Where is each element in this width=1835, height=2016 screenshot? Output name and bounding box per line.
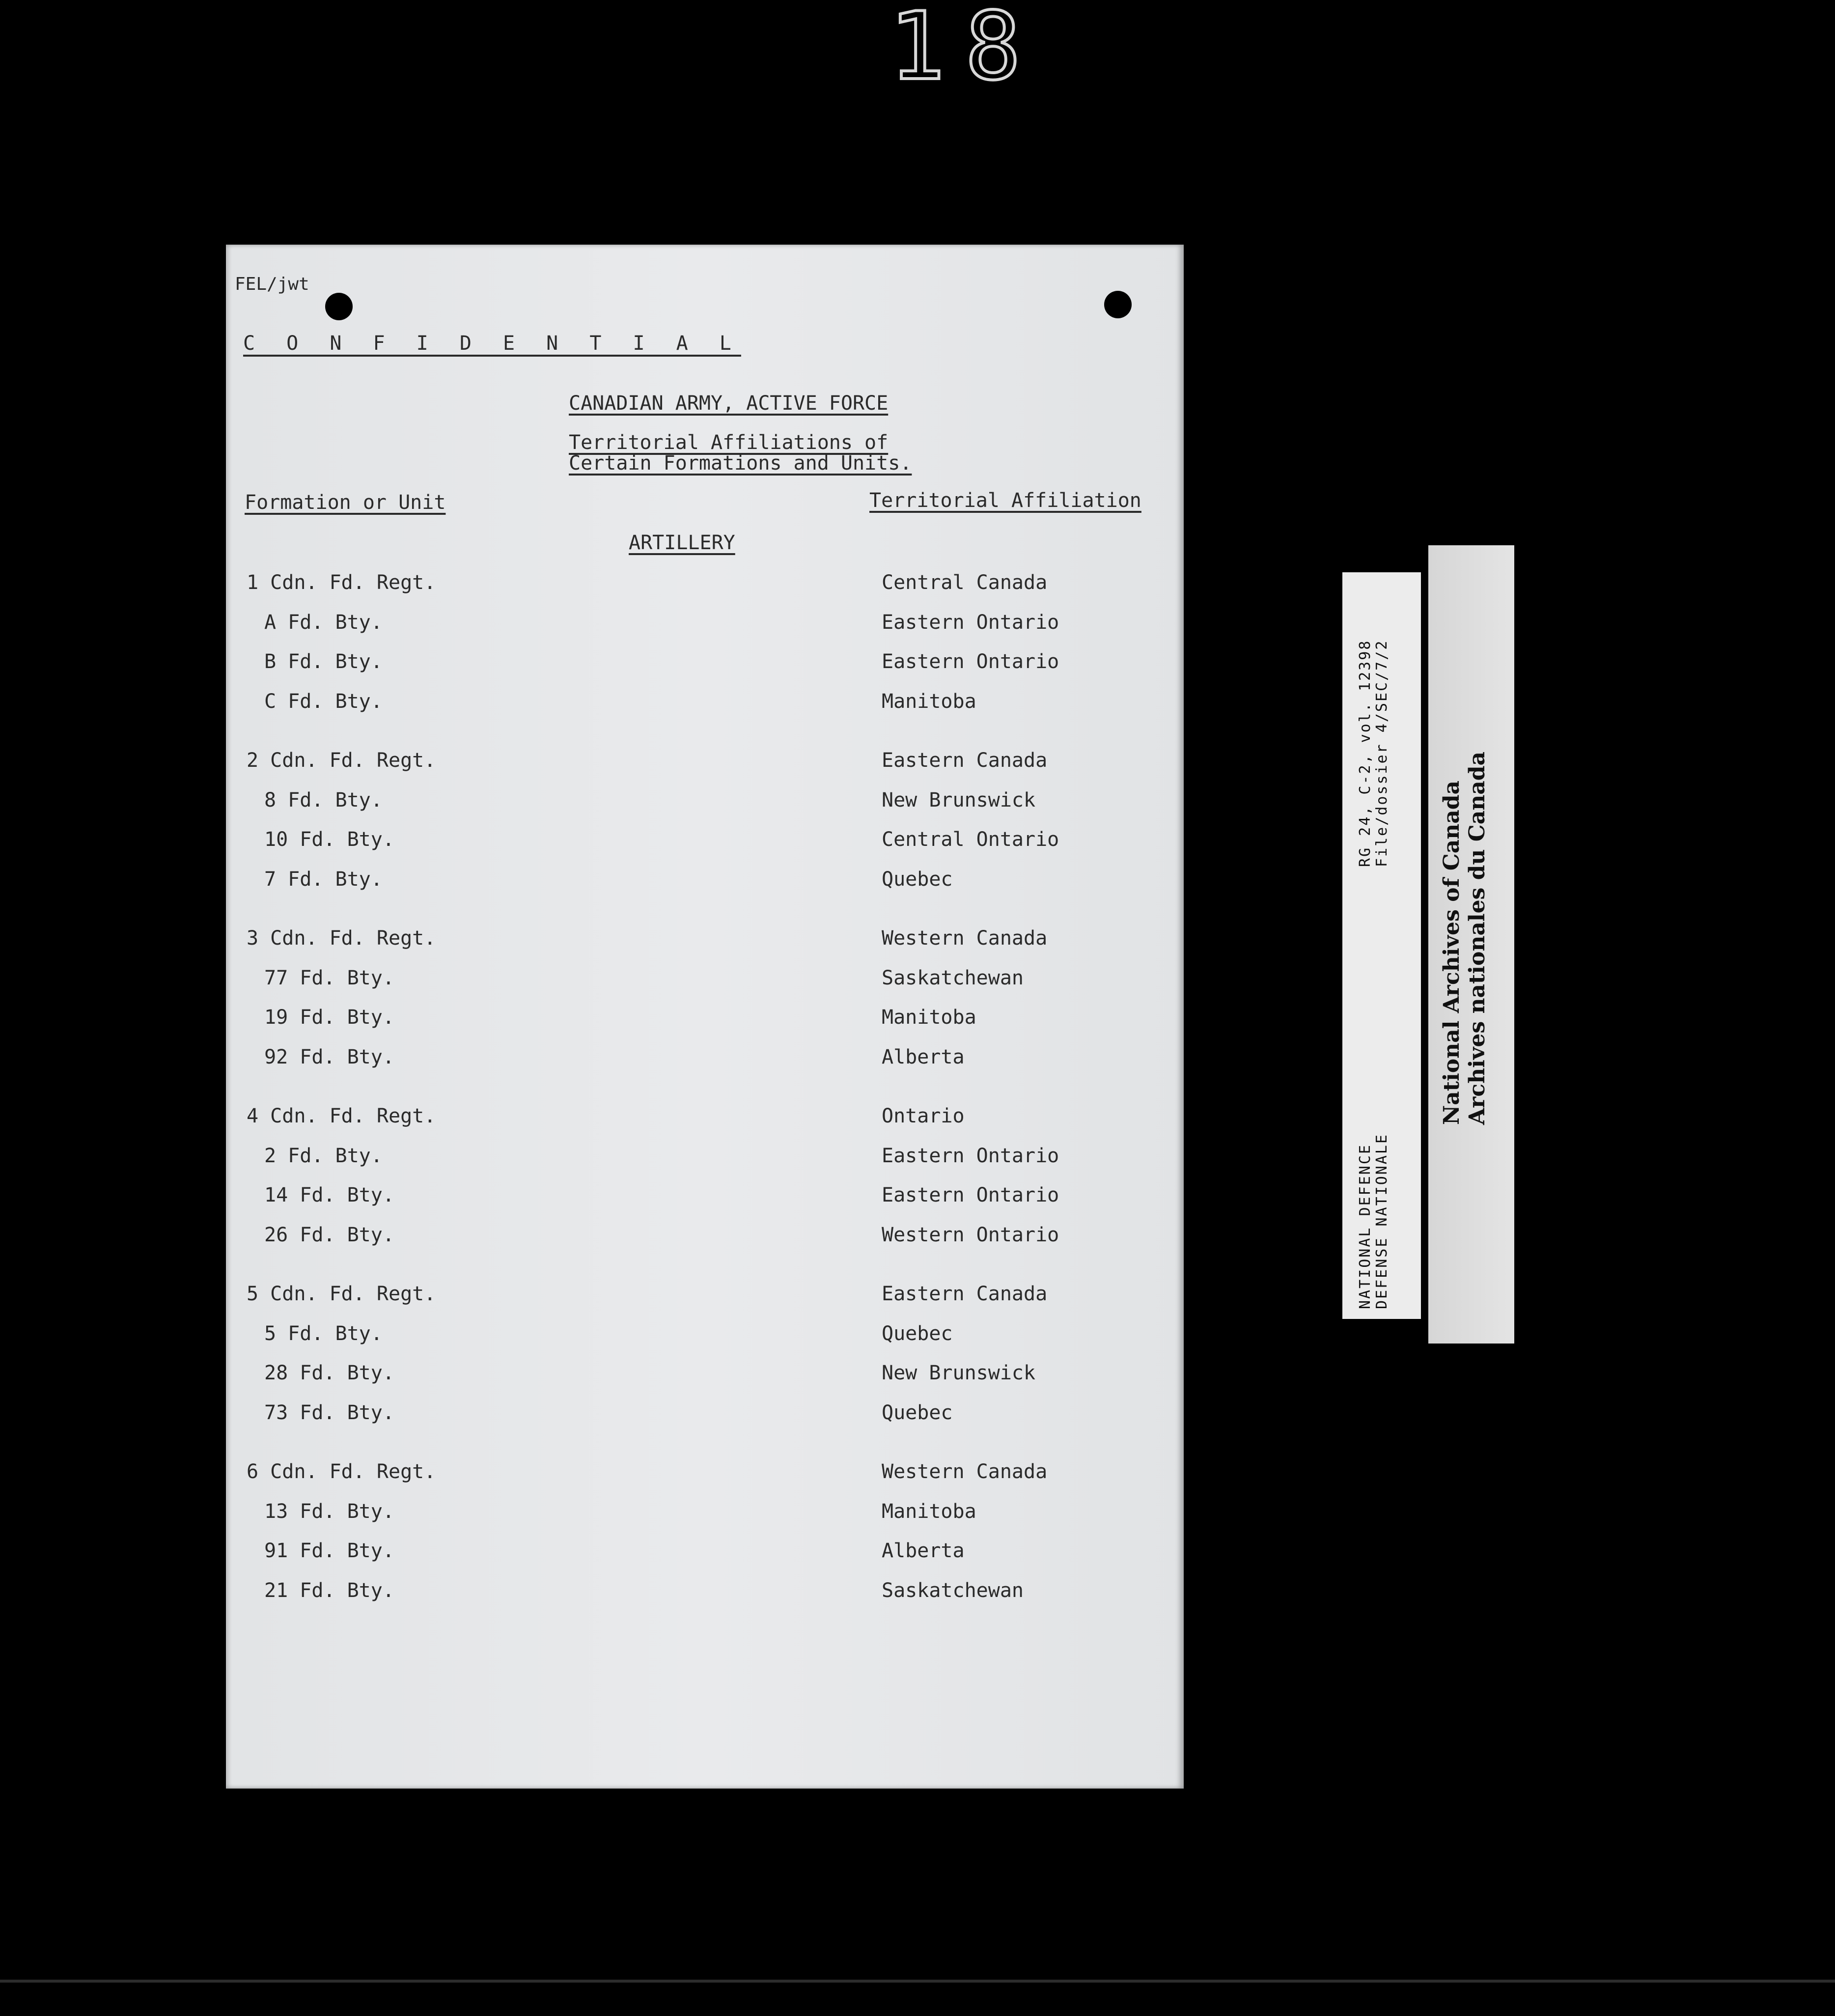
- unit-name: 28 Fd. Bty.: [264, 1362, 394, 1384]
- unit-name: 77 Fd. Bty.: [264, 966, 394, 989]
- unit-name: 19 Fd. Bty.: [264, 1006, 394, 1029]
- department-line-2: DEFENSE NATIONALE: [1373, 1133, 1390, 1309]
- unit-name: 8 Fd. Bty.: [264, 788, 383, 812]
- file-reference-line-2: File/dossier 4/SEC/7/2: [1373, 639, 1390, 867]
- archive-text: [1439, 752, 1490, 1125]
- territorial-affiliation: Eastern Ontario: [882, 1184, 1059, 1206]
- table-row: [226, 690, 1184, 715]
- territorial-affiliation: Saskatchewan: [882, 1579, 1024, 1602]
- territorial-affiliation: New Brunswick: [882, 1362, 1036, 1384]
- territorial-affiliation: Eastern Ontario: [882, 611, 1059, 634]
- unit-name: 6 Cdn. Fd. Regt.: [247, 1460, 436, 1483]
- unit-name: 5 Fd. Bty.: [264, 1322, 383, 1345]
- document-page: [226, 245, 1184, 1789]
- territorial-affiliation: Manitoba: [882, 690, 976, 713]
- table-row: [226, 1184, 1184, 1208]
- territorial-affiliation: Eastern Ontario: [882, 1144, 1059, 1167]
- unit-name: 2 Cdn. Fd. Regt.: [247, 749, 436, 772]
- territorial-affiliation: Saskatchewan: [882, 966, 1024, 989]
- archive-line-fr: Archives nationales du Canada: [1465, 751, 1490, 1125]
- territorial-affiliation: Eastern Canada: [882, 1283, 1048, 1305]
- territorial-affiliation: Eastern Ontario: [882, 650, 1059, 673]
- department-line-1: NATIONAL DEFENCE: [1357, 1144, 1374, 1309]
- archive-label: [1428, 545, 1514, 1344]
- unit-name: 7 Fd. Bty.: [264, 868, 383, 891]
- table-row: [226, 868, 1184, 893]
- table-row: [226, 1006, 1184, 1031]
- territorial-affiliation: Central Canada: [882, 571, 1048, 594]
- table-row: [226, 1046, 1184, 1070]
- unit-name: 2 Fd. Bty.: [264, 1144, 383, 1167]
- unit-name: 10 Fd. Bty.: [264, 828, 394, 851]
- file-reference-text: [1357, 640, 1390, 867]
- unit-name: 92 Fd. Bty.: [264, 1045, 394, 1068]
- document-title: CANADIAN ARMY, ACTIVE FORCE: [569, 392, 889, 415]
- territorial-affiliation: Quebec: [882, 1322, 953, 1345]
- territorial-affiliation: New Brunswick: [882, 788, 1036, 812]
- table-row: [226, 967, 1184, 991]
- unit-name: 3 Cdn. Fd. Regt.: [247, 927, 436, 950]
- table-row: [226, 1105, 1184, 1129]
- table-row: [226, 927, 1184, 952]
- territorial-affiliation: Quebec: [882, 1401, 953, 1424]
- territorial-affiliation: Manitoba: [882, 1006, 976, 1029]
- table-row: [226, 1322, 1184, 1347]
- archive-line-en: National Archives of Canada: [1439, 780, 1464, 1125]
- table-row: [226, 749, 1184, 774]
- territorial-affiliation: Manitoba: [882, 1500, 976, 1523]
- table-row: [226, 1540, 1184, 1564]
- table-row: [226, 571, 1184, 596]
- unit-name: 13 Fd. Bty.: [264, 1500, 394, 1523]
- table-row: [226, 789, 1184, 813]
- table-row: [226, 1283, 1184, 1307]
- reference-initials: FEL/jwt: [235, 274, 309, 294]
- film-edge-line: [0, 1980, 1835, 1983]
- table-row: [226, 1224, 1184, 1248]
- territorial-affiliation: Central Ontario: [882, 828, 1059, 851]
- unit-name: 4 Cdn. Fd. Regt.: [247, 1105, 436, 1127]
- unit-name: B Fd. Bty.: [264, 650, 383, 673]
- file-reference-label: [1342, 572, 1421, 1319]
- affiliation-table: [226, 245, 1184, 1789]
- table-row: [226, 1500, 1184, 1525]
- unit-name: 14 Fd. Bty.: [264, 1184, 394, 1206]
- unit-name: 73 Fd. Bty.: [264, 1401, 394, 1424]
- unit-name: 5 Cdn. Fd. Regt.: [247, 1283, 436, 1305]
- table-row: [226, 1579, 1184, 1604]
- column-header-formation: Formation or Unit: [245, 491, 446, 514]
- table-row: [226, 1401, 1184, 1426]
- unit-name: 26 Fd. Bty.: [264, 1223, 394, 1246]
- section-heading-artillery: ARTILLERY: [629, 532, 735, 554]
- territorial-affiliation: Western Canada: [882, 927, 1048, 950]
- department-text: [1357, 1133, 1390, 1309]
- unit-name: 21 Fd. Bty.: [264, 1579, 394, 1602]
- classification-heading: C O N F I D E N T I A L: [243, 332, 741, 355]
- territorial-affiliation: Western Canada: [882, 1460, 1048, 1483]
- territorial-affiliation: Alberta: [882, 1540, 965, 1562]
- document-subtitle: Territorial Affiliations of Certain Formations and Units.: [569, 431, 912, 475]
- table-row: [226, 1460, 1184, 1485]
- territorial-affiliation: Alberta: [882, 1045, 965, 1068]
- file-reference-line-1: RG 24, C-2, vol. 12398: [1357, 639, 1374, 867]
- table-row: [226, 1145, 1184, 1169]
- table-row: [226, 611, 1184, 636]
- unit-name: 91 Fd. Bty.: [264, 1540, 394, 1562]
- column-header-affiliation: Territorial Affiliation: [869, 489, 1141, 512]
- unit-name: C Fd. Bty.: [264, 690, 383, 713]
- territorial-affiliation: Western Ontario: [882, 1223, 1059, 1246]
- unit-name: A Fd. Bty.: [264, 611, 383, 634]
- table-row: [226, 828, 1184, 853]
- table-row: [226, 650, 1184, 675]
- unit-name: 1 Cdn. Fd. Regt.: [247, 571, 436, 594]
- territorial-affiliation: Quebec: [882, 868, 953, 891]
- table-row: [226, 1362, 1184, 1386]
- territorial-affiliation: Eastern Canada: [882, 749, 1048, 772]
- territorial-affiliation: Ontario: [882, 1105, 965, 1127]
- frame-number: 18: [889, 0, 1041, 101]
